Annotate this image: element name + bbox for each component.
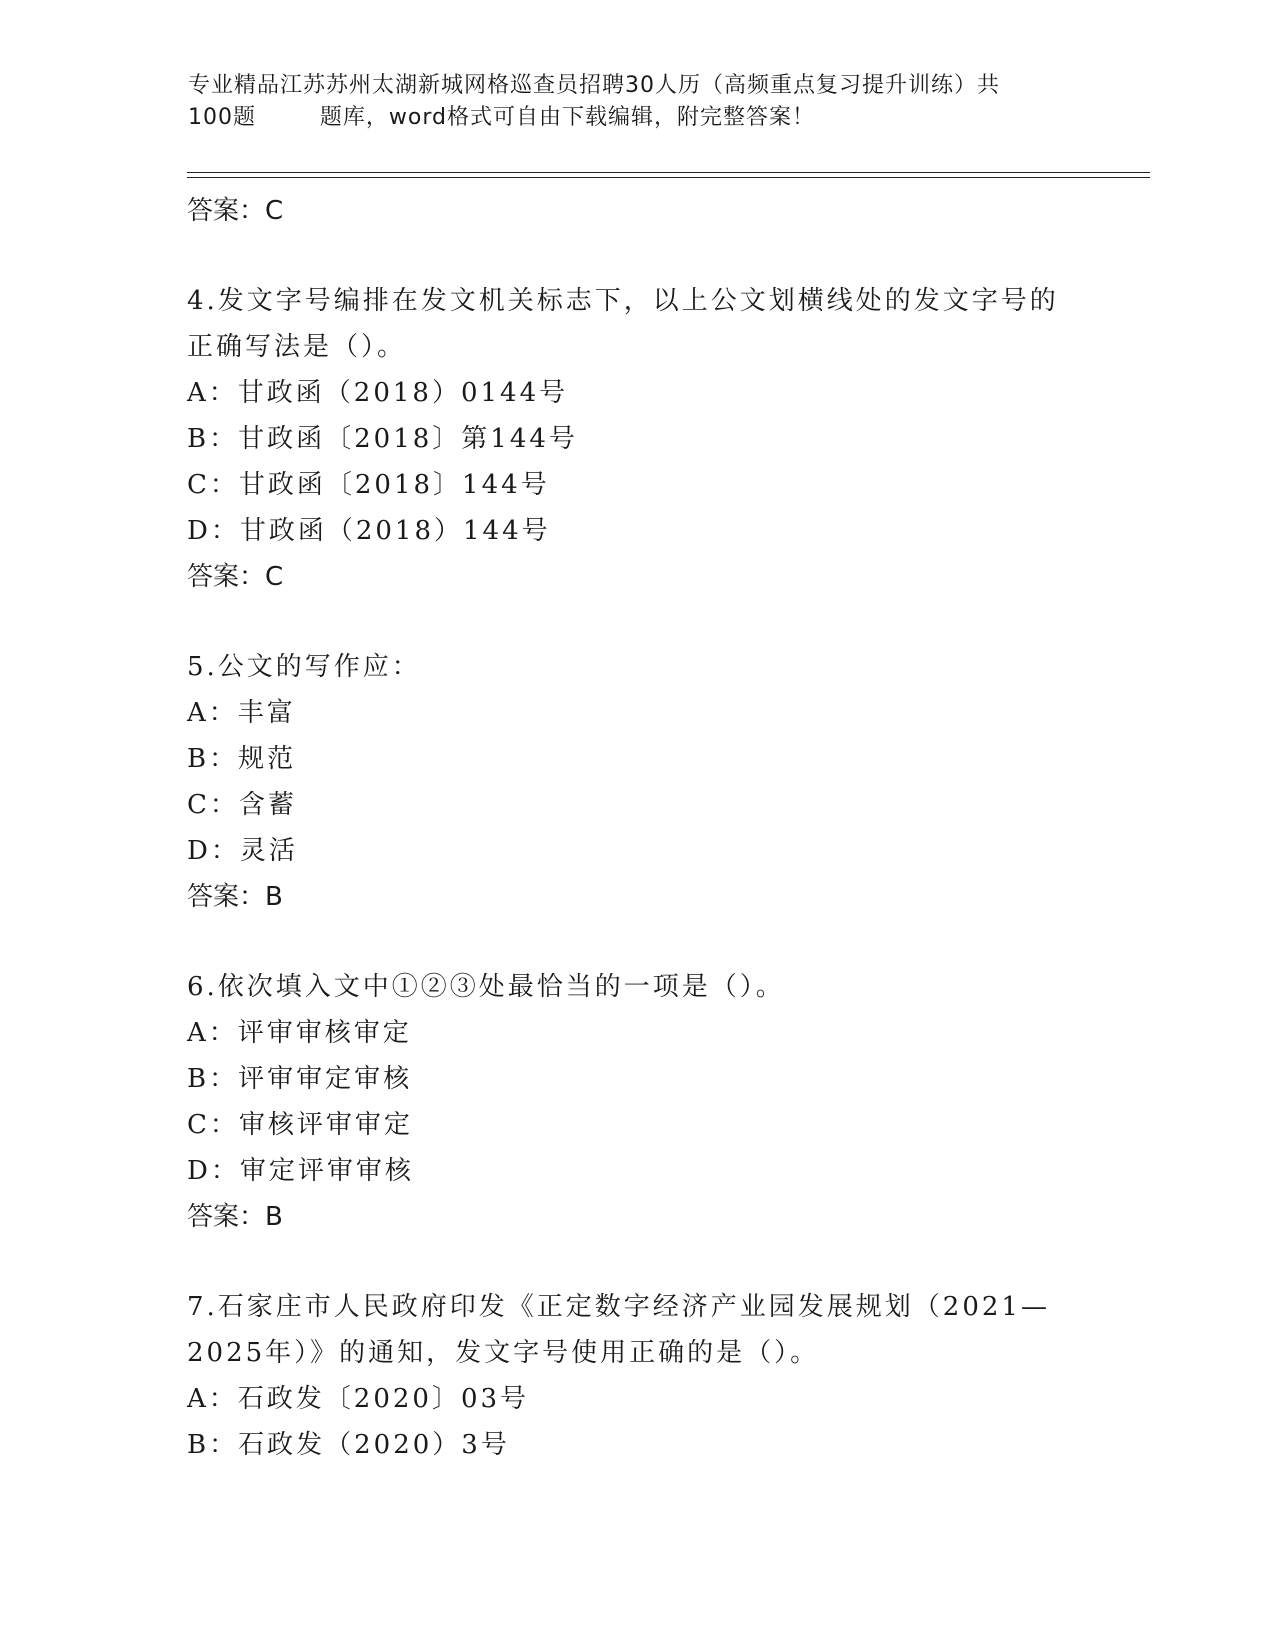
- option-a: A：甘政函（2018）0144号: [187, 378, 569, 408]
- option-d: D：灵活: [187, 836, 298, 866]
- question-block: [187, 1284, 1147, 1468]
- question-block: [187, 964, 1147, 1240]
- question-text: 4.发文字号编排在发文机关标志下，以上公文划横线处的发文字号的: [187, 286, 1059, 316]
- question-block: [187, 278, 1147, 600]
- question-text: 正确写法是（）。: [187, 332, 407, 362]
- answer-line: 答案：B: [187, 1202, 283, 1232]
- option-a: A：丰富: [187, 698, 296, 728]
- option-c: C：含蓄: [187, 790, 297, 820]
- answer-line: 答案：C: [187, 196, 284, 226]
- question-text: 6.依次填入文中①②③处最恰当的一项是（）。: [187, 972, 785, 1002]
- option-a: A：石政发〔2020〕03号: [187, 1384, 530, 1414]
- header-title-line-1: 专业精品江苏苏州太湖新城网格巡查员招聘30人历（高频重点复习提升训练）共: [188, 73, 1000, 98]
- option-b: B：石政发（2020）3号: [187, 1430, 510, 1460]
- option-b: B：评审审定审核: [187, 1064, 413, 1094]
- header-rule-top: [187, 172, 1150, 173]
- document-body: [187, 188, 1147, 1468]
- answer-line: 答案：C: [187, 562, 284, 592]
- option-b: B：甘政函〔2018〕第144号: [187, 424, 578, 454]
- answer-line: 答案：B: [187, 882, 283, 912]
- option-c: C：审核评审审定: [187, 1110, 413, 1140]
- header-title-line-2: 100题 题库，word格式可自由下载编辑，附完整答案！: [188, 105, 816, 130]
- question-text: 7.石家庄市人民政府印发《正定数字经济产业园发展规划（2021—: [187, 1292, 1050, 1322]
- question-text: 5.公文的写作应：: [187, 652, 421, 682]
- option-d: D：甘政函（2018）144号: [187, 516, 551, 546]
- header-rule-bottom: [187, 177, 1150, 178]
- option-a: A：评审审核审定: [187, 1018, 412, 1048]
- question-text: 2025年）》的通知，发文字号使用正确的是（）。: [187, 1338, 820, 1368]
- question-block: [187, 644, 1147, 920]
- option-d: D：审定评审审核: [187, 1156, 414, 1186]
- option-c: C：甘政函〔2018〕144号: [187, 470, 550, 500]
- option-b: B：规范: [187, 744, 297, 774]
